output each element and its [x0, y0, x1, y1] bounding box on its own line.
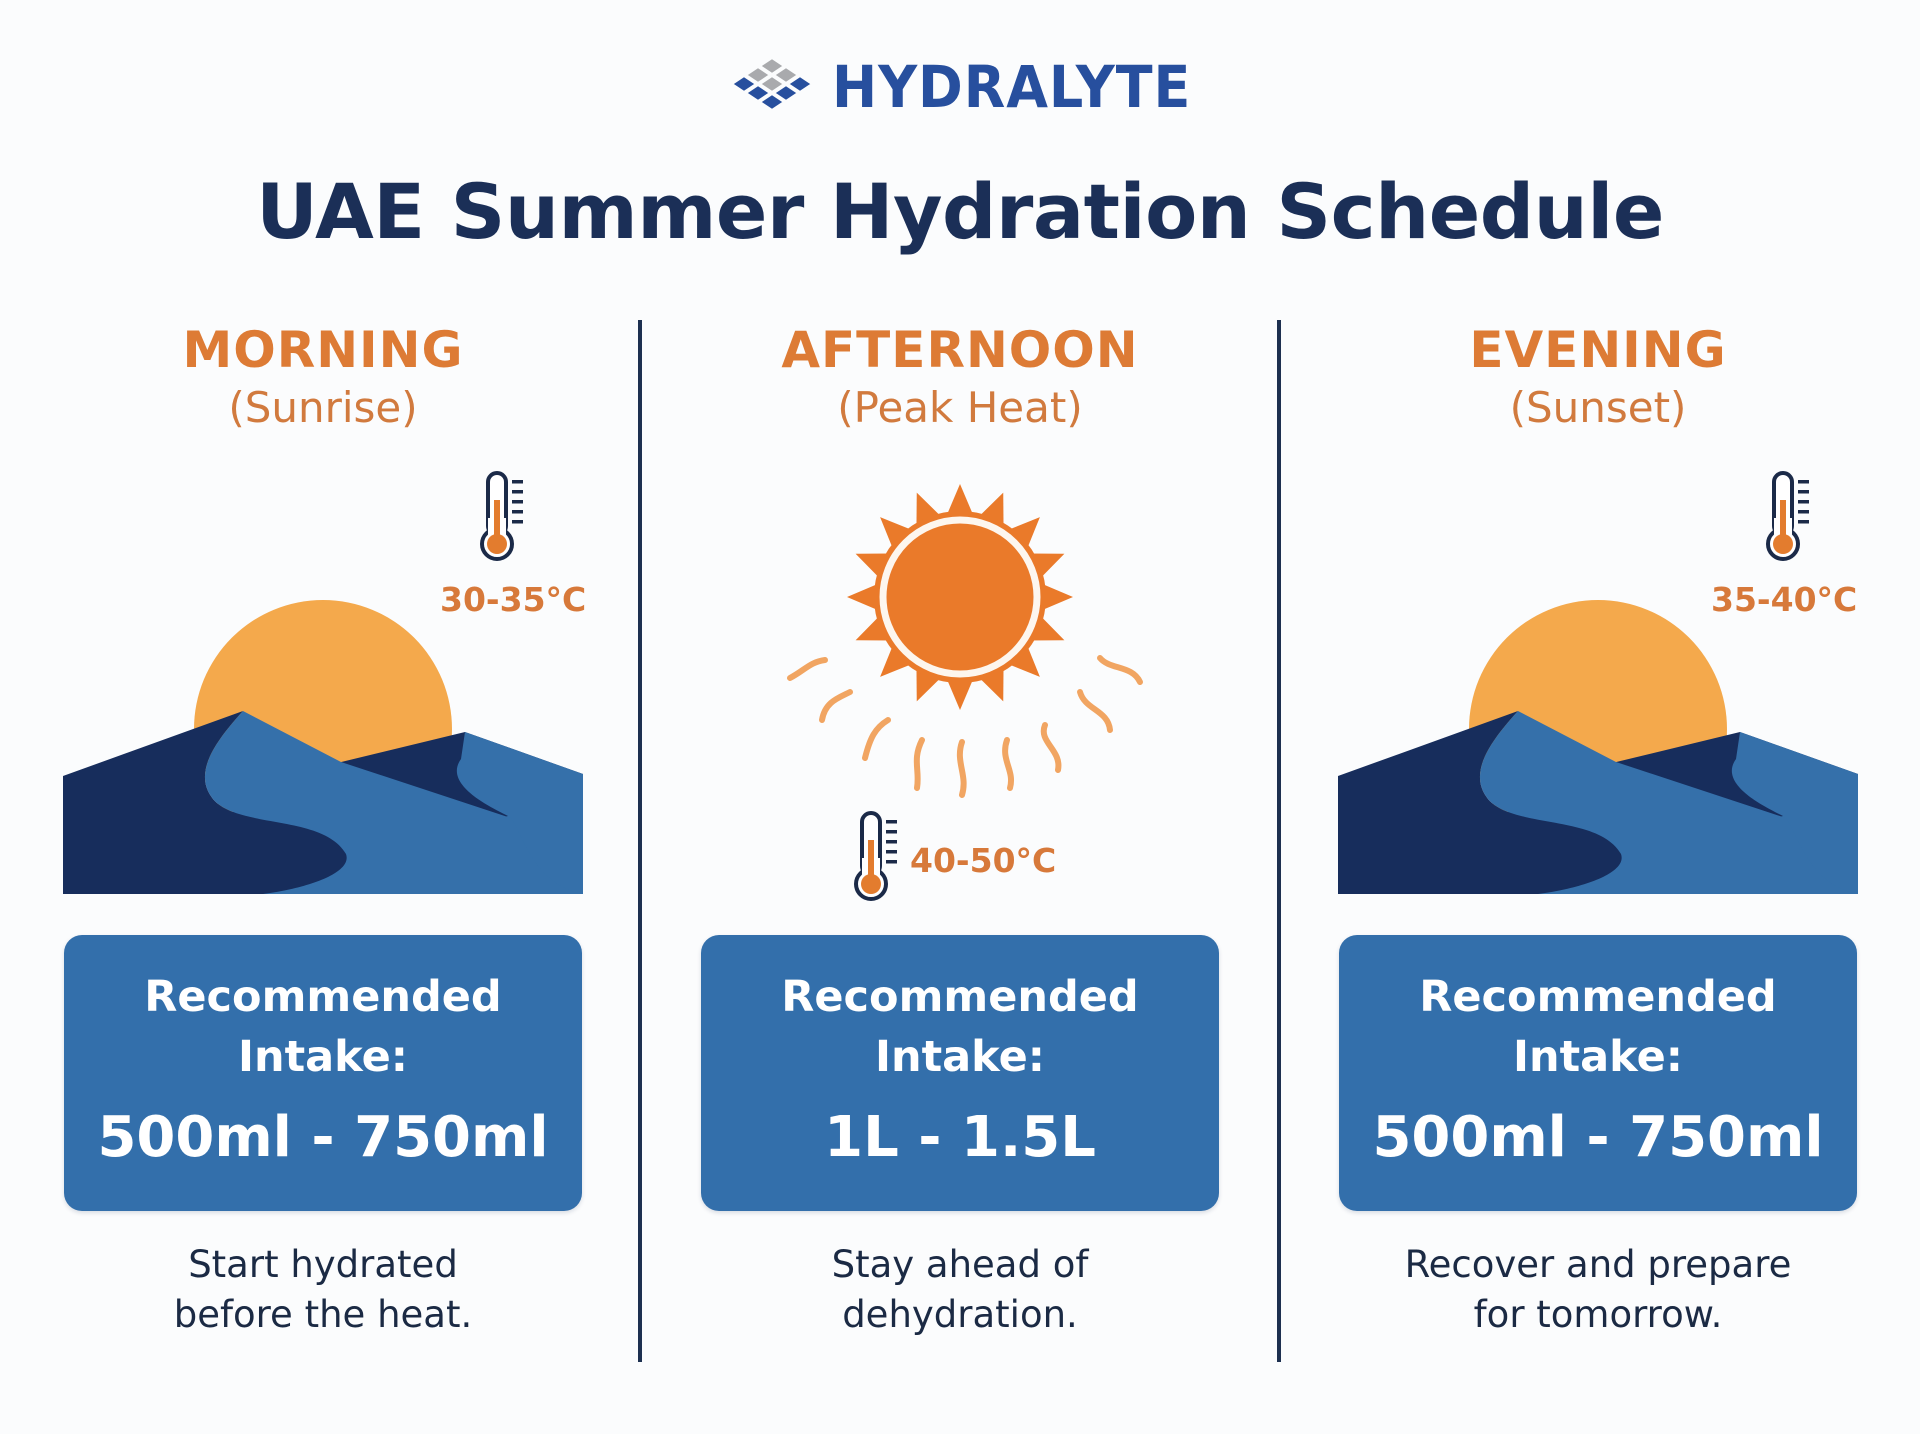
- column-description: [3, 1240, 643, 1340]
- column-description: [640, 1240, 1280, 1340]
- intake-label-line: Recommended: [1419, 972, 1777, 1022]
- brand-name: HYDRALYTE: [832, 53, 1192, 121]
- intake-label-line: Recommended: [144, 972, 502, 1022]
- column-evening: [1278, 0, 1918, 1434]
- description-line: Recover and prepare: [1404, 1243, 1792, 1286]
- column-subheading: (Sunset): [1509, 383, 1687, 432]
- description-line: dehydration.: [842, 1293, 1078, 1336]
- column-description: [1278, 1240, 1918, 1340]
- column-morning: [3, 0, 643, 1434]
- intake-label-line: Intake:: [1513, 1032, 1683, 1082]
- description-line: before the heat.: [173, 1293, 473, 1336]
- description-line: Start hydrated: [188, 1243, 458, 1286]
- intake-label: [1339, 967, 1857, 1087]
- intake-value: 500ml - 750ml: [1372, 1105, 1824, 1170]
- column-subheading: (Peak Heat): [837, 383, 1083, 432]
- intake-card: [1339, 935, 1857, 1211]
- intake-card: [64, 935, 582, 1211]
- column-afternoon: [640, 0, 1280, 1434]
- temperature-label: 30-35°C: [440, 580, 587, 619]
- column-heading: EVENING: [1469, 321, 1727, 379]
- description-line: for tomorrow.: [1473, 1293, 1723, 1336]
- intake-label: [64, 967, 582, 1087]
- thermometer-icon: [853, 810, 907, 910]
- temperature-label: 40-50°C: [910, 841, 1057, 880]
- intake-value: 1L - 1.5L: [824, 1105, 1096, 1170]
- intake-label-line: Recommended: [781, 972, 1139, 1022]
- intake-value: 500ml - 750ml: [97, 1105, 549, 1170]
- temperature-label: 35-40°C: [1711, 580, 1858, 619]
- intake-label: [701, 967, 1219, 1087]
- intake-label-line: Intake:: [875, 1032, 1045, 1082]
- description-line: Stay ahead of: [831, 1243, 1089, 1286]
- intake-card: [701, 935, 1219, 1211]
- column-subheading: (Sunrise): [228, 383, 418, 432]
- page-title: UAE Summer Hydration Schedule: [256, 167, 1664, 256]
- sunrise-dunes-icon: [63, 594, 583, 894]
- column-heading: AFTERNOON: [781, 321, 1139, 379]
- column-heading: MORNING: [182, 321, 464, 379]
- intake-label-line: Intake:: [238, 1032, 408, 1082]
- thermometer-icon: [479, 470, 533, 570]
- sunset-dunes-icon: [1338, 594, 1858, 894]
- thermometer-icon: [1765, 470, 1819, 570]
- blazing-sun-icon: [770, 470, 1150, 800]
